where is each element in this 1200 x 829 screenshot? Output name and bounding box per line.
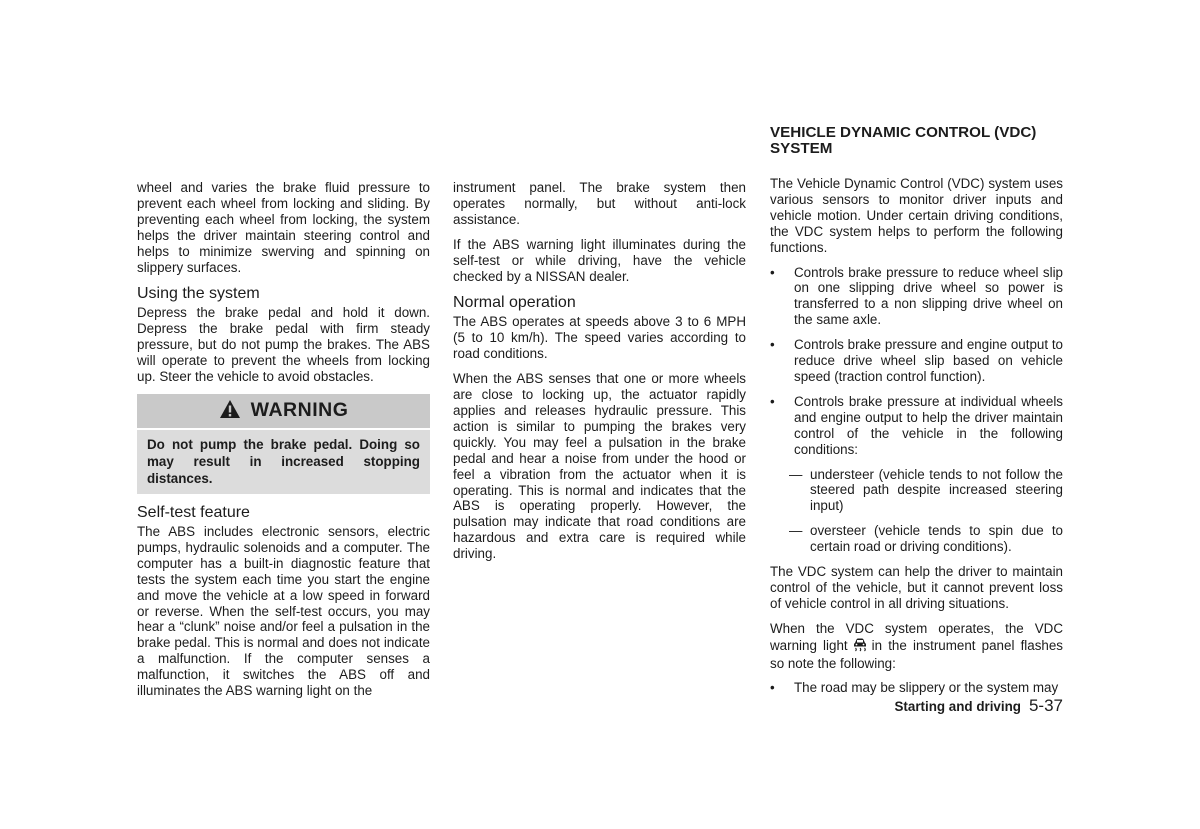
bullet-mark: • — [770, 264, 775, 280]
list-item — [770, 523, 1063, 555]
left-column — [137, 180, 430, 699]
self-test-paragraph: The ABS includes electronic sensors, electric pumps, hydraulic solenoids and a computer. The computer has a built-in diagnostic feature that tests the system each time you start the engine and move the vehicle at a low speed in forward or reverse. When the self-test occurs, you may hear a “clunk” noise and/or feel a pulsation in the brake pedal. This is normal and does not indicate a malfunction. If the computer senses a malfunction, it switches the ABS off and illuminates the ABS warning light on the — [137, 523, 430, 699]
vdc-operates-text-after: in the instrument panel flashes so note the following: — [770, 637, 1063, 671]
normal-operation-heading: Normal operation — [453, 294, 576, 312]
list-item — [770, 467, 1063, 515]
page-number: 5-37 — [1028, 696, 1063, 715]
list-item-text: oversteer (vehicle tends to spin due to certain road or driving conditions). — [810, 523, 1063, 555]
condition-list — [770, 467, 1063, 556]
list-item-text: Controls brake pressure and engine output to reduce drive wheel slip based on vehicle speed (traction control function). — [794, 337, 1063, 384]
vdc-help-paragraph: The VDC system can help the driver to maintain control of the vehicle, but it cannot prevent loss of vehicle control in all driving situations. — [770, 564, 1063, 611]
using-system-paragraph: Depress the brake pedal and hold it down. Depress the brake pedal with firm steady pressure, but do not pump the brakes. The ABS will operate to prevent the wheels from locking up. Steer the vehicle to avoid obstacles. — [137, 305, 430, 385]
vdc-operates-text-before: When the VDC system operates, the VDC warning light — [770, 620, 1063, 653]
dash-mark: — — [789, 523, 803, 539]
list-item-text: Controls brake pressure to reduce wheel slip on one slipping drive wheel so power is transferred to a non slipping drive wheel on the same axle. — [794, 264, 1063, 328]
list-item — [770, 394, 1063, 458]
vdc-operates-paragraph — [770, 621, 1063, 672]
bullet-mark: • — [770, 393, 775, 409]
self-test-heading: Self-test feature — [137, 503, 250, 521]
vdc-note-list — [770, 680, 1063, 696]
using-system-heading: Using the system — [137, 285, 260, 303]
dash-mark: — — [789, 466, 803, 482]
abs-light-paragraph: If the ABS warning light illuminates during the self-test or while driving, have the vehicle checked by a NISSAN dealer. — [453, 236, 746, 284]
bullet-mark: • — [770, 680, 775, 696]
list-item-text: The road may be slippery or the system may — [794, 680, 1059, 696]
abs-senses-paragraph: When the ABS senses that one or more wheels are close to locking up, the actuator rapidly applies and releases hydraulic pressure. This action is similar to pumping the brakes very quickly. You may feel a pulsation in the brake pedal and hear a noise from under the hood or feel a vibration from the actuator when it is operating. This is normal and indicates that the ABS is operating properly. However, the pulsation may indicate that road conditions are hazardous and extra care is required while driving. — [453, 371, 746, 562]
vdc-intro-paragraph: The Vehicle Dynamic Control (VDC) system uses various sensors to monitor driver inputs and vehicle motion. Under certain driving conditions, the VDC system helps to perform the following functions. — [770, 176, 1063, 255]
warning-header — [137, 394, 430, 430]
list-item-text: Controls brake pressure at individual wheels and engine output to help the driver maintain control of the vehicle in the following conditions: — [794, 393, 1063, 457]
abs-intro-paragraph: wheel and varies the brake fluid pressure to prevent each wheel from locking and sliding. By preventing each wheel from locking, the system helps the driver maintain steering control and helps to minimize swerving and spinning on slippery surfaces. — [137, 180, 430, 275]
warning-title: WARNING — [250, 399, 349, 422]
list-item-text: understeer (vehicle tends to not follow the steered path despite increased steering input) — [810, 466, 1063, 514]
right-column — [770, 125, 1063, 705]
list-item — [770, 337, 1063, 385]
warning-text: Do not pump the brake pedal. Doing so may result in increased stopping distances. — [137, 430, 430, 494]
warning-box — [137, 394, 430, 494]
footer-section-title: Starting and driving — [894, 699, 1021, 714]
vdc-skid-car-icon — [852, 637, 868, 656]
vdc-heading: VEHICLE DYNAMIC CONTROL (VDC) SYSTEM — [770, 124, 1037, 157]
instrument-panel-paragraph: instrument panel. The brake system then operates normally, but without anti-lock assistance. — [453, 180, 746, 227]
page-footer — [770, 697, 1063, 716]
list-item — [770, 265, 1063, 329]
vdc-function-list — [770, 265, 1063, 458]
normal-operation-paragraph: The ABS operates at speeds above 3 to 6 MPH (5 to 10 km/h). The speed varies according to road conditions. — [453, 314, 746, 362]
middle-column — [453, 180, 746, 562]
list-item — [770, 680, 1063, 696]
warning-triangle-icon — [219, 399, 241, 423]
bullet-mark: • — [770, 337, 775, 353]
